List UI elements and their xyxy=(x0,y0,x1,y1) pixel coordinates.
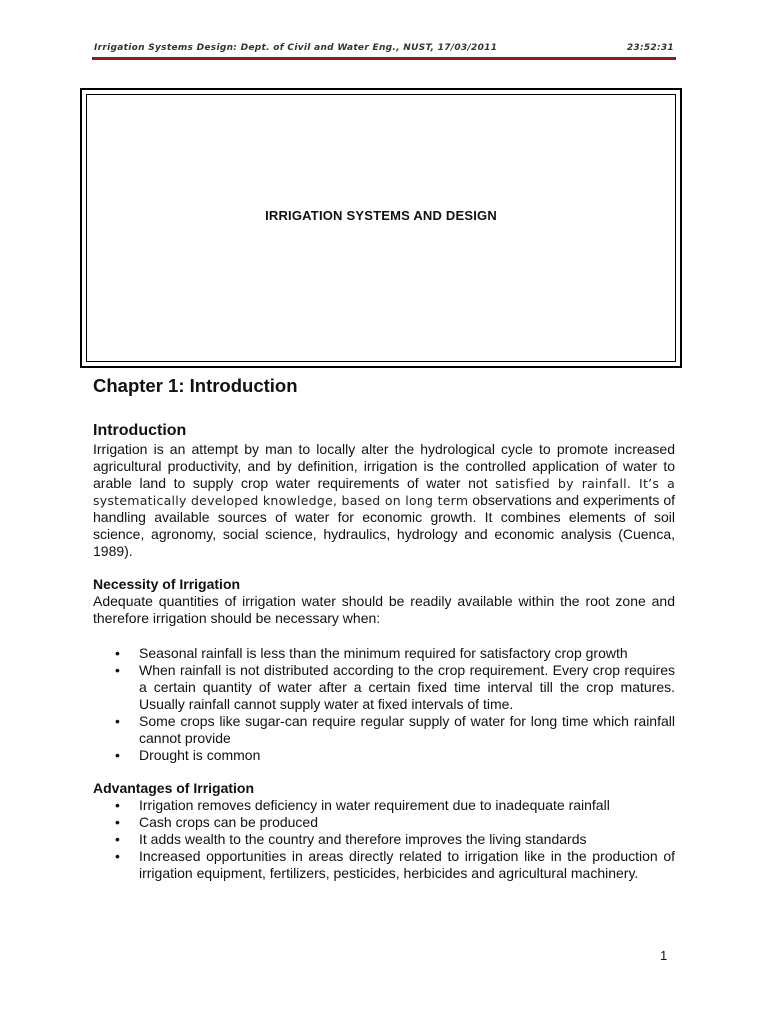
intro-text-1: Irrigation is an attempt by man to locally alter the hydrological cycle to promote increased agricultural productivity, and by definition, irrigation is the controlled application of water to arable land to supply crop water requirements of water not xyxy=(93,441,675,491)
page-number: 1 xyxy=(660,948,668,963)
list-item: • Irrigation removes deficiency in water requirement due to inadequate rainfall xyxy=(115,797,610,813)
header-rule xyxy=(92,57,676,60)
list-item: • It adds wealth to the country and therefore improves the living standards xyxy=(115,831,587,847)
necessity-heading: Necessity of Irrigation xyxy=(93,576,241,592)
page-content xyxy=(93,374,675,882)
document-title: IRRIGATION SYSTEMS AND DESIGN xyxy=(265,208,497,223)
chapter-title: Chapter 1: Introduction xyxy=(93,375,298,396)
list-item: • Cash crops can be produced xyxy=(115,814,318,830)
list-item: • Drought is common xyxy=(115,747,261,763)
list-item: • Some crops like sugar-can require regular supply of water for long time which rainfall cannot provide xyxy=(115,713,675,746)
advantages-heading: Advantages of Irrigation xyxy=(93,780,255,796)
running-header xyxy=(92,41,676,57)
advantages-list xyxy=(93,797,675,882)
title-box-inner-border xyxy=(86,94,676,362)
intro-text-3: observations and experiments of handling available sources of water for economic growth. It combines elements of soil science, agronomy, social science, hydraulics, hydrology and economic analysis (Cuenca, 1989). xyxy=(93,492,676,559)
necessity-intro: Adequate quantities of irrigation water should be readily available within the root zone and therefore irrigation should be necessary when: xyxy=(93,593,675,626)
list-item: • When rainfall is not distributed according to the crop requirement. Every crop requires a certain quantity of water after a certain fixed time interval till the crop matures. Usually rainfall cannot supply water at fixed intervals of time. xyxy=(115,662,675,712)
header-title: Irrigation Systems Design: Dept. of Civil and Water Eng., NUST, 17/03/2011 xyxy=(94,43,498,53)
title-box xyxy=(80,88,682,368)
introduction-heading: Introduction xyxy=(93,422,187,439)
necessity-list xyxy=(93,645,675,764)
introduction-paragraph xyxy=(93,441,675,560)
header-time: 23:52:31 xyxy=(626,43,674,53)
list-item: • Seasonal rainfall is less than the minimum required for satisfactory crop growth xyxy=(115,645,628,661)
list-item: • Increased opportunities in areas directly related to irrigation like in the production of irrigation equipment, fertilizers, pesticides, herbicides and agricultural machinery. xyxy=(115,848,675,881)
intro-text-2: satisfied by rainfall. It’s a systematically developed knowledge, based on long term xyxy=(93,476,675,508)
